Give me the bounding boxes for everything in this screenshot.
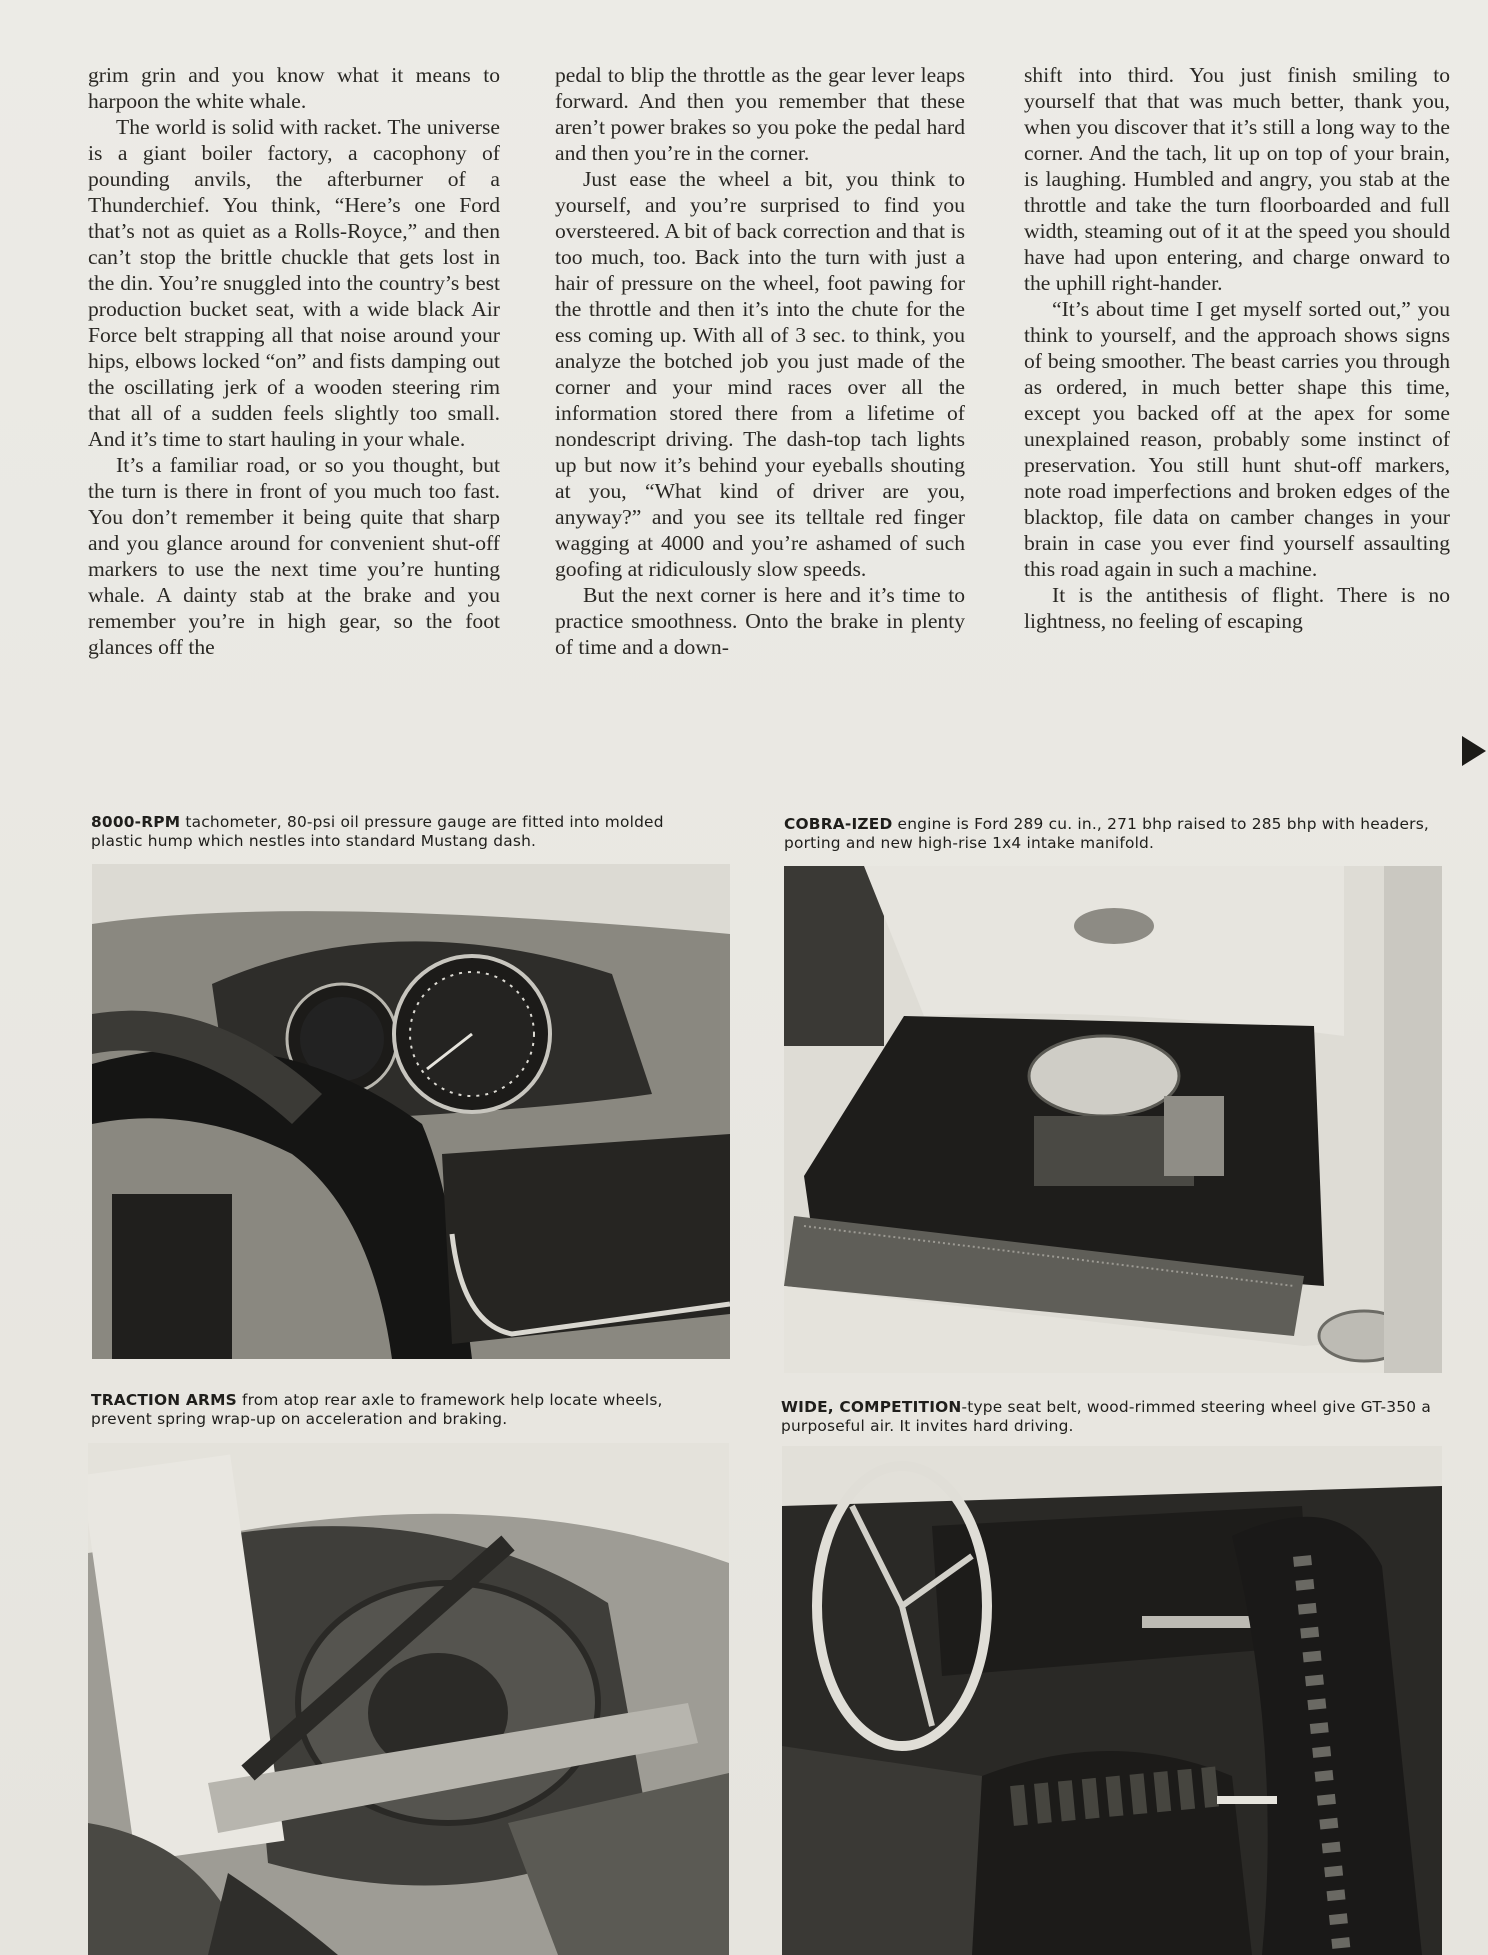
photo-caption [91, 1391, 711, 1429]
paragraph: It’s a familiar road, or so you thought, but the turn is there in front of you much too fast. You don’t remember it being quite that sharp and you glance around for convenient shut-off markers to use the next time you’re hunting whale. A dainty stab at the brake and you remember you’re in high gear, so the foot glances off the [88, 453, 500, 659]
caption-lead: COBRA-IZED [784, 815, 893, 833]
caption-text: engine is Ford 289 cu. in., 271 bhp raised to 285 bhp with headers, porting and new high-rise 1x4 intake manifold. [784, 815, 1430, 852]
photo-caption [784, 815, 1434, 853]
caption-text: -type seat belt, wood-rimmed steering wheel give GT-350 a purposeful air. It invites hard driving. [781, 1398, 1431, 1435]
interior-seat-photo [782, 1446, 1442, 1955]
paragraph: But the next corner is here and it’s time to practice smoothness. Onto the brake in plenty of time and a down- [555, 583, 965, 659]
paragraph: It is the antithesis of flight. There is no lightness, no feeling of escaping [1024, 583, 1450, 633]
caption-lead: WIDE, COMPETITION [781, 1398, 962, 1416]
text-column-1 [88, 62, 500, 774]
paragraph: “It’s about time I get myself sorted out,” you think to yourself, and the approach shows signs of being smoother. The beast carries you through as ordered, in much better shape this time, except you backed off at the apex for some unexplained reason, probably some instinct of preservation. You still hunt shut-off markers, note road imperfections and broken edges of the blacktop, file data on camber changes in your brain in case you ever find yourself assaulting this road again in such a machine. [1024, 297, 1450, 581]
caption-text: tachometer, 80-psi oil pressure gauge are fitted into molded plastic hump which nestles into standard Mustang dash. [91, 813, 664, 850]
dash-gauges-photo [92, 864, 730, 1359]
paragraph: grim grin and you know what it means to harpoon the white whale. [88, 63, 500, 113]
paragraph: pedal to blip the throttle as the gear lever leaps forward. And then you remember that these aren’t power brakes so you poke the pedal hard and then you’re in the corner. [555, 63, 965, 165]
text-column-3 [1024, 62, 1450, 774]
caption-text: from atop rear axle to framework help locate wheels, prevent spring wrap-up on acceleration and braking. [91, 1391, 663, 1428]
rear-suspension-photo [88, 1443, 729, 1955]
paragraph: shift into third. You just finish smiling to yourself that that was much better, thank you, when you discover that it’s still a long way to the corner. And the tach, lit up on top of your brain, is laughing. Humbled and angry, you stab at the throttle and take the turn floorboarded and full width, steaming out of it at the speed you should have had upon entering, and charge onward to the uphill right-hander. [1024, 63, 1450, 295]
engine-bay-photo [784, 866, 1442, 1373]
continue-arrow-icon [1462, 736, 1486, 766]
photo-caption [91, 813, 711, 851]
caption-lead: TRACTION ARMS [91, 1391, 237, 1409]
paragraph: The world is solid with racket. The universe is a giant boiler factory, a cacophony of pounding anvils, the afterburner of a Thunderchief. You think, “Here’s one Ford that’s not as quiet as a Rolls-Royce,” and then can’t stop the brittle chuckle that gets lost in the din. You’re snuggled into the country’s best production bucket seat, with a wide black Air Force belt strapping all that noise around your hips, elbows locked “on” and fists damping out the oscillating jerk of a wooden steering rim that all of a sudden feels slightly too small. And it’s time to start hauling in your whale. [88, 115, 500, 451]
photo-caption [781, 1398, 1431, 1436]
paragraph: Just ease the wheel a bit, you think to yourself, and you’re surprised to find you oversteered. A bit of back correction and that is too much, too. Back into the turn with just a hair of pressure on the wheel, foot pawing for the throttle and then it’s into the chute for the ess coming up. With all of 3 sec. to think, you analyze the botched job you just made of the corner and your mind races over all the information stored there from a lifetime of nondescript driving. The dash-top tach lights up but now it’s behind your eyeballs shouting at you, “What kind of driver are you, anyway?” and you see its telltale red finger wagging at 4000 and you’re ashamed of such goofing at ridiculously slow speeds. [555, 167, 965, 581]
caption-lead: 8000-RPM [91, 813, 181, 831]
text-column-2 [555, 62, 965, 774]
